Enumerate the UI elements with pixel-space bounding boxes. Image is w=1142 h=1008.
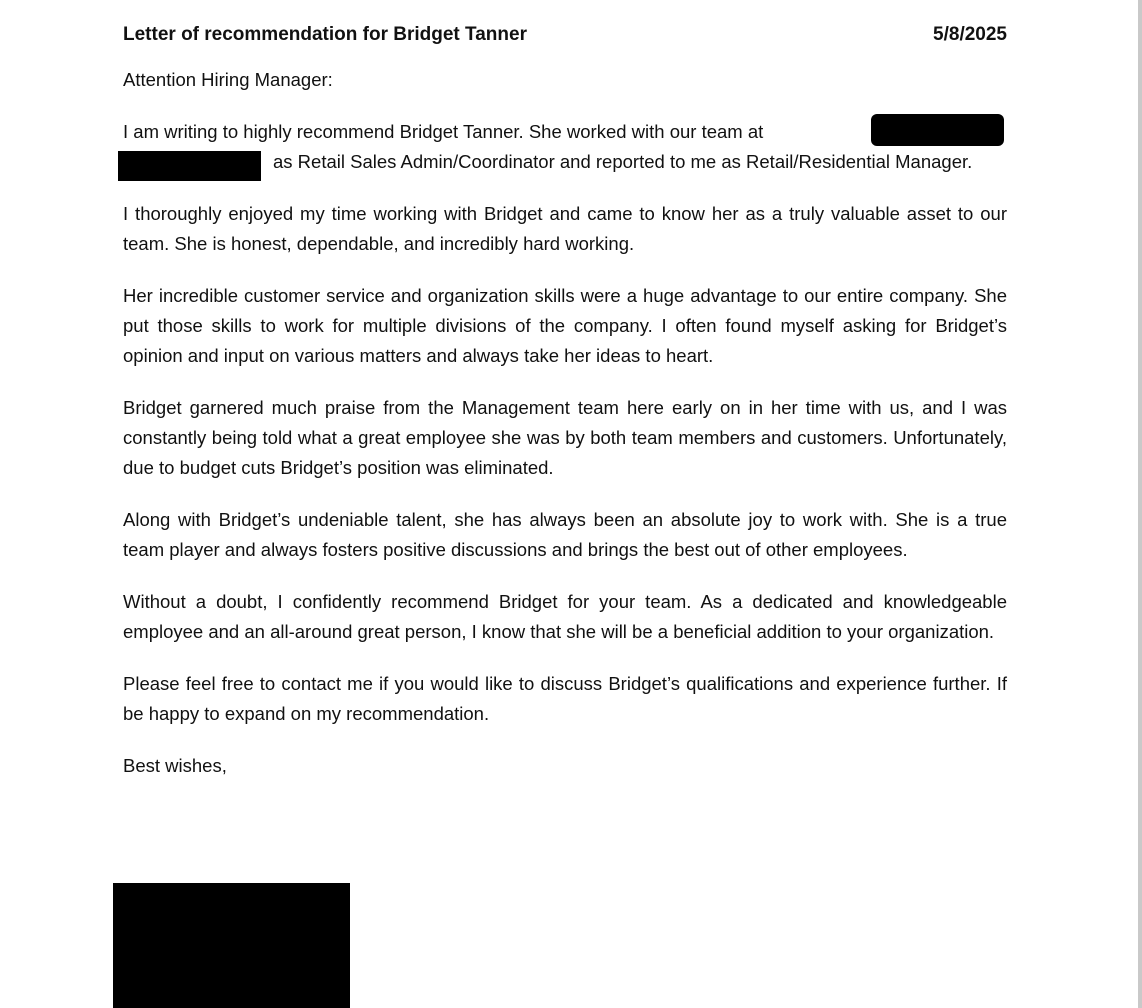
intro-role-sentence: as Retail Sales Admin/Coordinator and reported to me as Retail/Residential Manager. [273,151,973,172]
paragraph-skills: Her incredible customer service and organization skills were a huge advantage to our entire company. She put those skills to work for multiple divisions of the company. I often found myself asking for Bridget’s opinion and input on various matters and always take her ideas to heart. [123,285,1007,366]
salutation: Attention Hiring Manager: [123,69,333,90]
redaction-company-line2 [118,151,261,181]
page-edge [1138,0,1142,1008]
letter-date: 5/8/2025 [933,24,1007,45]
paragraph-contact: Please feel free to contact me if you would like to discuss Bridget’s qualifications and experience further. If be happy to expand on my recommendation. [123,673,1007,724]
redaction-company-line1 [871,114,1004,146]
letter-title: Letter of recommendation for Bridget Tanner [123,24,527,45]
paragraph-talent: Along with Bridget’s undeniable talent, she has always been an absolute joy to work with. She is a true team player and always fosters positive discussions and brings the best out of other employees. [123,509,1007,560]
paragraph-recommend: Without a doubt, I confidently recommend Bridget for your team. As a dedicated and knowledgeable employee and an all-around great person, I know that she will be a beneficial addition to your organization. [123,591,1007,642]
paragraph-enjoyed: I thoroughly enjoyed my time working with Bridget and came to know her as a truly valuable asset to our team. She is honest, dependable, and incredibly hard working. [123,203,1007,254]
intro-sentence: I am writing to highly recommend Bridget Tanner. She worked with our team at [123,121,764,142]
paragraph-praise: Bridget garnered much praise from the Management team here early on in her time with us, and I was constantly being told what a great employee she was by both team members and customers. Unfortunately, due to budget cuts Bridget’s position was eliminated. [123,397,1007,478]
closing: Best wishes, [123,755,227,776]
redaction-signature [113,883,350,1008]
letter-header [123,20,1007,50]
